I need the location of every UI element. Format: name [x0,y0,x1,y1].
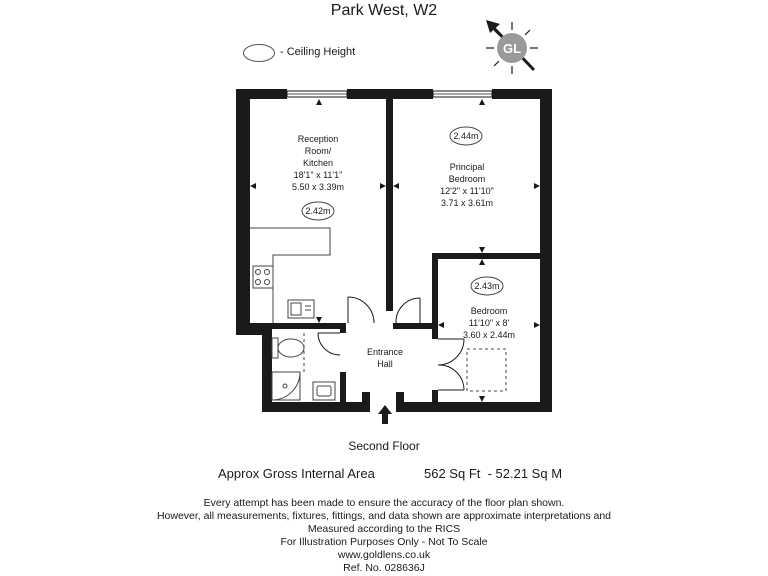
principal-ceiling-height: 2.44m [453,131,479,141]
gross-area-label: Approx Gross Internal Area [218,466,375,481]
gross-area-value: 562 Sq Ft - 52.21 Sq M [424,466,563,481]
reception-name-line1: Reception [297,134,339,144]
loft-hatch [467,349,506,391]
principal-name-line2: Bedroom [448,174,486,184]
principal-bedroom-label [417,161,517,209]
entrance-arrow-icon [378,405,392,424]
bedroom-ceiling-height: 2.43m [474,281,500,291]
bedroom-metric-size: 3.60 x 2.44m [462,330,516,340]
compass-badge-text: GL [502,41,522,56]
disclaimer-line2: However, all measurements, fixtures, fittings, and data shown are approximate interpretations and [156,510,612,522]
reception-imperial-size: 18'1" x 11'1" [293,170,343,180]
floor-name: Second Floor [348,439,420,453]
reception-ceiling-height: 2.42m [305,206,331,216]
disclaimer-line3: Measured according to the RICS [307,523,461,535]
reference-number: Ref. No. 028636J [343,562,425,574]
website-link[interactable]: www.goldlens.co.uk [337,549,431,561]
reception-room-label [270,133,366,193]
kitchen-counter [250,228,330,323]
bedroom-name: Bedroom [470,306,508,316]
plan-title: Park West, W2 [330,2,438,19]
bathroom-fixtures [272,333,335,400]
reception-name-line2: Room/ [304,146,332,156]
hall-name-line2: Hall [377,359,393,369]
reception-name-line3: Kitchen [302,158,334,168]
principal-metric-size: 3.71 x 3.61m [440,198,494,208]
disclaimer [100,497,668,575]
reception-metric-size: 5.50 x 3.39m [291,182,345,192]
compass-north-icon [486,20,538,74]
entrance-hall-label [350,346,420,370]
bedroom-label [441,305,537,341]
disclaimer-line4: For Illustration Purposes Only - Not To Scale [280,536,488,548]
principal-name-line1: Principal [449,162,485,172]
principal-imperial-size: 12'2" x 11'10" [440,186,494,196]
bedroom-imperial-size: 11'10" x 8' [468,318,510,328]
ceiling-height-legend-label: - Ceiling Height [280,46,356,58]
hall-name-line1: Entrance [366,347,404,357]
disclaimer-line1: Every attempt has been made to ensure the accuracy of the floor plan shown. [203,497,565,509]
